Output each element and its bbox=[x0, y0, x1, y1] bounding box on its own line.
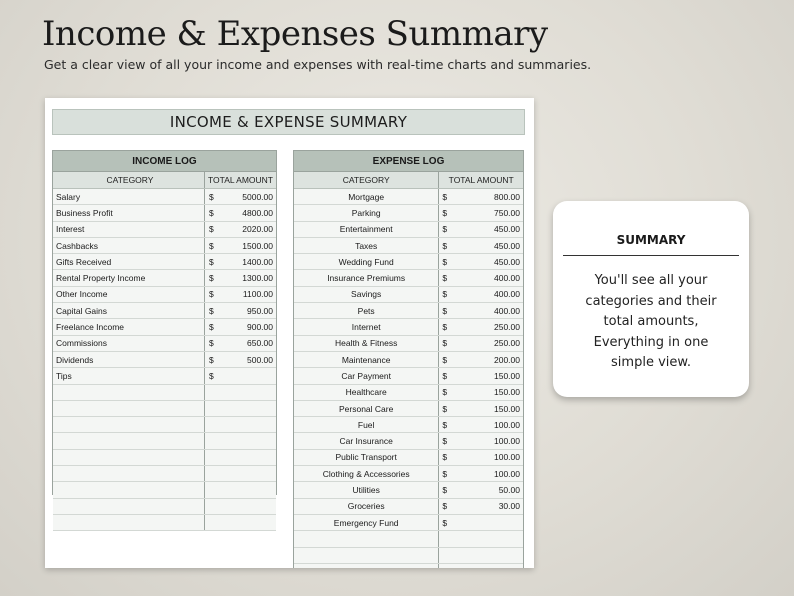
table-row bbox=[294, 401, 523, 417]
currency-cell[interactable] bbox=[205, 450, 219, 465]
table-row bbox=[294, 319, 523, 335]
category-cell[interactable]: Utilities bbox=[294, 482, 439, 497]
currency-cell[interactable] bbox=[439, 564, 451, 568]
table-row bbox=[53, 254, 276, 270]
amount-cell[interactable]: 1500.00 bbox=[242, 240, 273, 251]
currency-cell[interactable] bbox=[205, 433, 219, 448]
category-cell[interactable] bbox=[53, 450, 205, 465]
category-cell[interactable] bbox=[53, 515, 205, 530]
amount-cell[interactable]: 200.00 bbox=[493, 354, 520, 365]
category-cell[interactable] bbox=[53, 385, 205, 400]
amount-cell[interactable]: 650.00 bbox=[247, 338, 273, 349]
currency-cell[interactable]: $ bbox=[209, 207, 214, 218]
currency-cell[interactable]: $ bbox=[442, 419, 448, 430]
table-row bbox=[294, 287, 523, 303]
amount-cell[interactable] bbox=[451, 564, 523, 568]
sheet-banner: INCOME & EXPENSE SUMMARY bbox=[52, 109, 525, 135]
category-cell[interactable]: Entertainment bbox=[294, 222, 439, 237]
currency-cell[interactable]: $ bbox=[209, 305, 214, 316]
page-subtitle: Get a clear view of all your income and expenses with real-time charts and summaries. bbox=[44, 57, 592, 72]
amount-cell[interactable]: 30.00 bbox=[498, 501, 520, 512]
table-row bbox=[294, 270, 523, 286]
currency-cell[interactable]: $ bbox=[209, 273, 214, 284]
table-row bbox=[294, 189, 523, 205]
currency-cell[interactable]: $ bbox=[442, 468, 448, 479]
category-cell[interactable]: Gifts Received bbox=[53, 254, 205, 269]
summary-divider bbox=[563, 255, 739, 256]
table-row bbox=[294, 352, 523, 368]
page-title: Income & Expenses Summary bbox=[42, 14, 548, 54]
currency-cell[interactable]: $ bbox=[442, 452, 448, 463]
category-cell[interactable] bbox=[53, 401, 205, 416]
table-row bbox=[294, 499, 523, 515]
category-cell[interactable]: Groceries bbox=[294, 499, 439, 514]
table-row bbox=[53, 319, 276, 335]
empty-table-row bbox=[53, 450, 276, 466]
currency-cell[interactable] bbox=[439, 548, 451, 563]
table-row bbox=[53, 222, 276, 238]
amount-cell[interactable] bbox=[219, 385, 276, 400]
table-row bbox=[53, 303, 276, 319]
currency-cell[interactable] bbox=[205, 499, 219, 514]
currency-cell[interactable]: $ bbox=[442, 305, 448, 316]
expense-rows bbox=[294, 189, 523, 568]
amount-cell[interactable]: 100.00 bbox=[493, 436, 520, 447]
empty-table-row bbox=[294, 548, 523, 564]
currency-cell[interactable]: $ bbox=[209, 370, 214, 381]
currency-cell[interactable]: $ bbox=[442, 322, 448, 333]
currency-cell[interactable]: $ bbox=[442, 273, 448, 284]
empty-table-row bbox=[53, 401, 276, 417]
amount-cell[interactable]: 150.00 bbox=[493, 403, 520, 414]
currency-cell[interactable]: $ bbox=[209, 240, 214, 251]
expense-log-title: EXPENSE LOG bbox=[294, 151, 523, 172]
amount-cell[interactable]: 400.00 bbox=[493, 305, 520, 316]
spreadsheet-preview bbox=[45, 98, 534, 568]
amount-cell[interactable]: 950.00 bbox=[247, 305, 273, 316]
category-cell[interactable] bbox=[294, 564, 439, 568]
summary-title: SUMMARY bbox=[616, 233, 686, 247]
currency-cell[interactable]: $ bbox=[442, 403, 448, 414]
category-cell[interactable]: Mortgage bbox=[294, 189, 439, 204]
currency-cell[interactable]: $ bbox=[209, 354, 214, 365]
category-cell[interactable]: Other Income bbox=[53, 287, 205, 302]
category-cell[interactable]: Fuel bbox=[294, 417, 439, 432]
currency-cell[interactable]: $ bbox=[209, 322, 214, 333]
amount-cell[interactable]: 50.00 bbox=[498, 484, 520, 495]
category-cell[interactable]: Salary bbox=[53, 189, 205, 204]
table-row bbox=[294, 368, 523, 384]
amount-cell[interactable] bbox=[219, 499, 276, 514]
amount-cell[interactable] bbox=[219, 368, 276, 383]
currency-cell[interactable]: $ bbox=[442, 289, 448, 300]
category-cell[interactable]: Taxes bbox=[294, 238, 439, 253]
currency-cell[interactable]: $ bbox=[209, 338, 214, 349]
expense-amount-header: TOTAL AMOUNT bbox=[448, 175, 514, 185]
amount-cell[interactable]: 100.00 bbox=[493, 419, 520, 430]
amount-cell[interactable]: 400.00 bbox=[493, 289, 520, 300]
amount-cell[interactable] bbox=[451, 515, 523, 530]
empty-table-row bbox=[53, 417, 276, 433]
category-cell[interactable]: Healthcare bbox=[294, 385, 439, 400]
category-cell[interactable] bbox=[53, 466, 205, 481]
amount-cell[interactable]: 2020.00 bbox=[242, 224, 273, 235]
amount-cell[interactable] bbox=[219, 401, 276, 416]
category-cell[interactable]: Maintenance bbox=[294, 352, 439, 367]
table-row bbox=[53, 368, 276, 384]
table-row bbox=[294, 466, 523, 482]
amount-cell[interactable]: 900.00 bbox=[247, 322, 273, 333]
empty-table-row bbox=[53, 499, 276, 515]
category-cell[interactable]: Cashbacks bbox=[53, 238, 205, 253]
amount-cell[interactable]: 750.00 bbox=[493, 207, 520, 218]
income-log-header bbox=[53, 172, 276, 189]
currency-cell[interactable]: $ bbox=[442, 517, 448, 528]
category-cell[interactable]: Personal Care bbox=[294, 401, 439, 416]
amount-cell[interactable]: 250.00 bbox=[493, 322, 520, 333]
currency-cell[interactable] bbox=[205, 401, 219, 416]
amount-cell[interactable]: 800.00 bbox=[493, 191, 520, 202]
table-row bbox=[53, 270, 276, 286]
table-row bbox=[53, 352, 276, 368]
category-cell[interactable]: Public Transport bbox=[294, 450, 439, 465]
currency-cell[interactable]: $ bbox=[209, 256, 214, 267]
category-cell[interactable]: Clothing & Accessories bbox=[294, 466, 439, 481]
table-row bbox=[294, 482, 523, 498]
expense-log-header bbox=[294, 172, 523, 189]
category-cell[interactable]: Interest bbox=[53, 222, 205, 237]
table-row bbox=[294, 417, 523, 433]
amount-cell[interactable]: 450.00 bbox=[493, 256, 520, 267]
currency-cell[interactable]: $ bbox=[442, 484, 448, 495]
amount-cell[interactable] bbox=[219, 450, 276, 465]
amount-cell[interactable] bbox=[219, 417, 276, 432]
amount-cell[interactable] bbox=[219, 466, 276, 481]
empty-table-row bbox=[294, 564, 523, 568]
table-row bbox=[294, 450, 523, 466]
currency-cell[interactable]: $ bbox=[442, 256, 448, 267]
currency-cell[interactable]: $ bbox=[442, 354, 448, 365]
category-cell[interactable]: Emergency Fund bbox=[294, 515, 439, 530]
category-cell[interactable]: Health & Fitness bbox=[294, 336, 439, 351]
table-row bbox=[294, 385, 523, 401]
empty-table-row bbox=[53, 515, 276, 531]
income-log-title: INCOME LOG bbox=[53, 151, 276, 172]
amount-cell[interactable]: 5000.00 bbox=[242, 191, 273, 202]
empty-table-row bbox=[53, 433, 276, 449]
currency-cell[interactable]: $ bbox=[209, 289, 214, 300]
currency-cell[interactable]: $ bbox=[442, 338, 448, 349]
category-cell[interactable] bbox=[294, 531, 439, 546]
income-amount-header: TOTAL AMOUNT bbox=[207, 175, 274, 185]
table-row bbox=[294, 515, 523, 531]
currency-cell[interactable] bbox=[205, 515, 219, 530]
amount-cell[interactable]: 500.00 bbox=[247, 354, 273, 365]
currency-cell[interactable]: $ bbox=[442, 207, 448, 218]
empty-table-row bbox=[53, 385, 276, 401]
currency-cell[interactable]: $ bbox=[442, 436, 448, 447]
amount-cell[interactable]: 450.00 bbox=[493, 240, 520, 251]
summary-body: You'll see all your categories and their total amounts, Everything in one simple view. bbox=[585, 273, 717, 370]
empty-table-row bbox=[53, 482, 276, 498]
category-cell[interactable]: Internet bbox=[294, 319, 439, 334]
currency-cell[interactable]: $ bbox=[442, 387, 448, 398]
currency-cell[interactable] bbox=[439, 531, 451, 546]
category-cell[interactable] bbox=[294, 548, 439, 563]
table-row bbox=[294, 336, 523, 352]
currency-cell[interactable] bbox=[205, 482, 219, 497]
amount-cell[interactable] bbox=[451, 548, 523, 563]
amount-cell[interactable]: 400.00 bbox=[493, 273, 520, 284]
table-row bbox=[53, 205, 276, 221]
category-cell[interactable]: Pets bbox=[294, 303, 439, 318]
amount-cell[interactable]: 1400.00 bbox=[242, 256, 273, 267]
currency-cell[interactable] bbox=[205, 385, 219, 400]
currency-cell[interactable]: $ bbox=[209, 224, 214, 235]
table-row bbox=[294, 238, 523, 254]
category-cell[interactable] bbox=[53, 482, 205, 497]
amount-cell[interactable]: 100.00 bbox=[493, 468, 520, 479]
currency-cell[interactable]: $ bbox=[442, 191, 448, 202]
summary-card bbox=[553, 201, 749, 397]
table-row bbox=[294, 303, 523, 319]
category-cell[interactable]: Business Profit bbox=[53, 205, 205, 220]
currency-cell[interactable]: $ bbox=[442, 240, 448, 251]
amount-cell[interactable]: 1300.00 bbox=[242, 273, 273, 284]
category-cell[interactable] bbox=[53, 499, 205, 514]
table-row bbox=[294, 222, 523, 238]
amount-cell[interactable] bbox=[219, 482, 276, 497]
currency-cell[interactable]: $ bbox=[442, 370, 448, 381]
income-rows bbox=[53, 189, 276, 531]
currency-cell[interactable]: $ bbox=[209, 191, 214, 202]
category-cell[interactable]: Tips bbox=[53, 368, 205, 383]
currency-cell[interactable]: $ bbox=[442, 501, 448, 512]
table-row bbox=[294, 433, 523, 449]
amount-cell[interactable]: 250.00 bbox=[493, 338, 520, 349]
income-category-header: CATEGORY bbox=[53, 172, 205, 188]
category-cell[interactable]: Capital Gains bbox=[53, 303, 205, 318]
category-cell[interactable] bbox=[53, 417, 205, 432]
amount-cell[interactable] bbox=[451, 531, 523, 546]
expense-category-header: CATEGORY bbox=[294, 172, 439, 188]
amount-cell[interactable]: 450.00 bbox=[493, 224, 520, 235]
income-log-table bbox=[52, 150, 277, 495]
table-row bbox=[53, 238, 276, 254]
category-cell[interactable]: Insurance Premiums bbox=[294, 270, 439, 285]
table-row bbox=[53, 336, 276, 352]
table-row bbox=[53, 287, 276, 303]
empty-table-row bbox=[294, 531, 523, 547]
category-cell[interactable]: Dividends bbox=[53, 352, 205, 367]
category-cell[interactable]: Commissions bbox=[53, 336, 205, 351]
category-cell[interactable]: Car Insurance bbox=[294, 433, 439, 448]
currency-cell[interactable]: $ bbox=[442, 224, 448, 235]
category-cell[interactable]: Freelance Income bbox=[53, 319, 205, 334]
category-cell[interactable]: Parking bbox=[294, 205, 439, 220]
amount-cell[interactable]: 100.00 bbox=[493, 452, 520, 463]
category-cell[interactable]: Wedding Fund bbox=[294, 254, 439, 269]
amount-cell[interactable]: 150.00 bbox=[493, 370, 520, 381]
table-row bbox=[294, 205, 523, 221]
amount-cell[interactable]: 150.00 bbox=[493, 387, 520, 398]
amount-cell[interactable]: 1100.00 bbox=[242, 289, 273, 300]
empty-table-row bbox=[53, 466, 276, 482]
expense-log-table bbox=[293, 150, 524, 568]
category-cell[interactable]: Rental Property Income bbox=[53, 270, 205, 285]
category-cell[interactable] bbox=[53, 433, 205, 448]
table-row bbox=[294, 254, 523, 270]
category-cell[interactable]: Savings bbox=[294, 287, 439, 302]
currency-cell[interactable] bbox=[205, 417, 219, 432]
amount-cell[interactable] bbox=[219, 433, 276, 448]
amount-cell[interactable] bbox=[219, 515, 276, 530]
category-cell[interactable]: Car Payment bbox=[294, 368, 439, 383]
table-row bbox=[53, 189, 276, 205]
currency-cell[interactable] bbox=[205, 466, 219, 481]
amount-cell[interactable]: 4800.00 bbox=[242, 207, 273, 218]
